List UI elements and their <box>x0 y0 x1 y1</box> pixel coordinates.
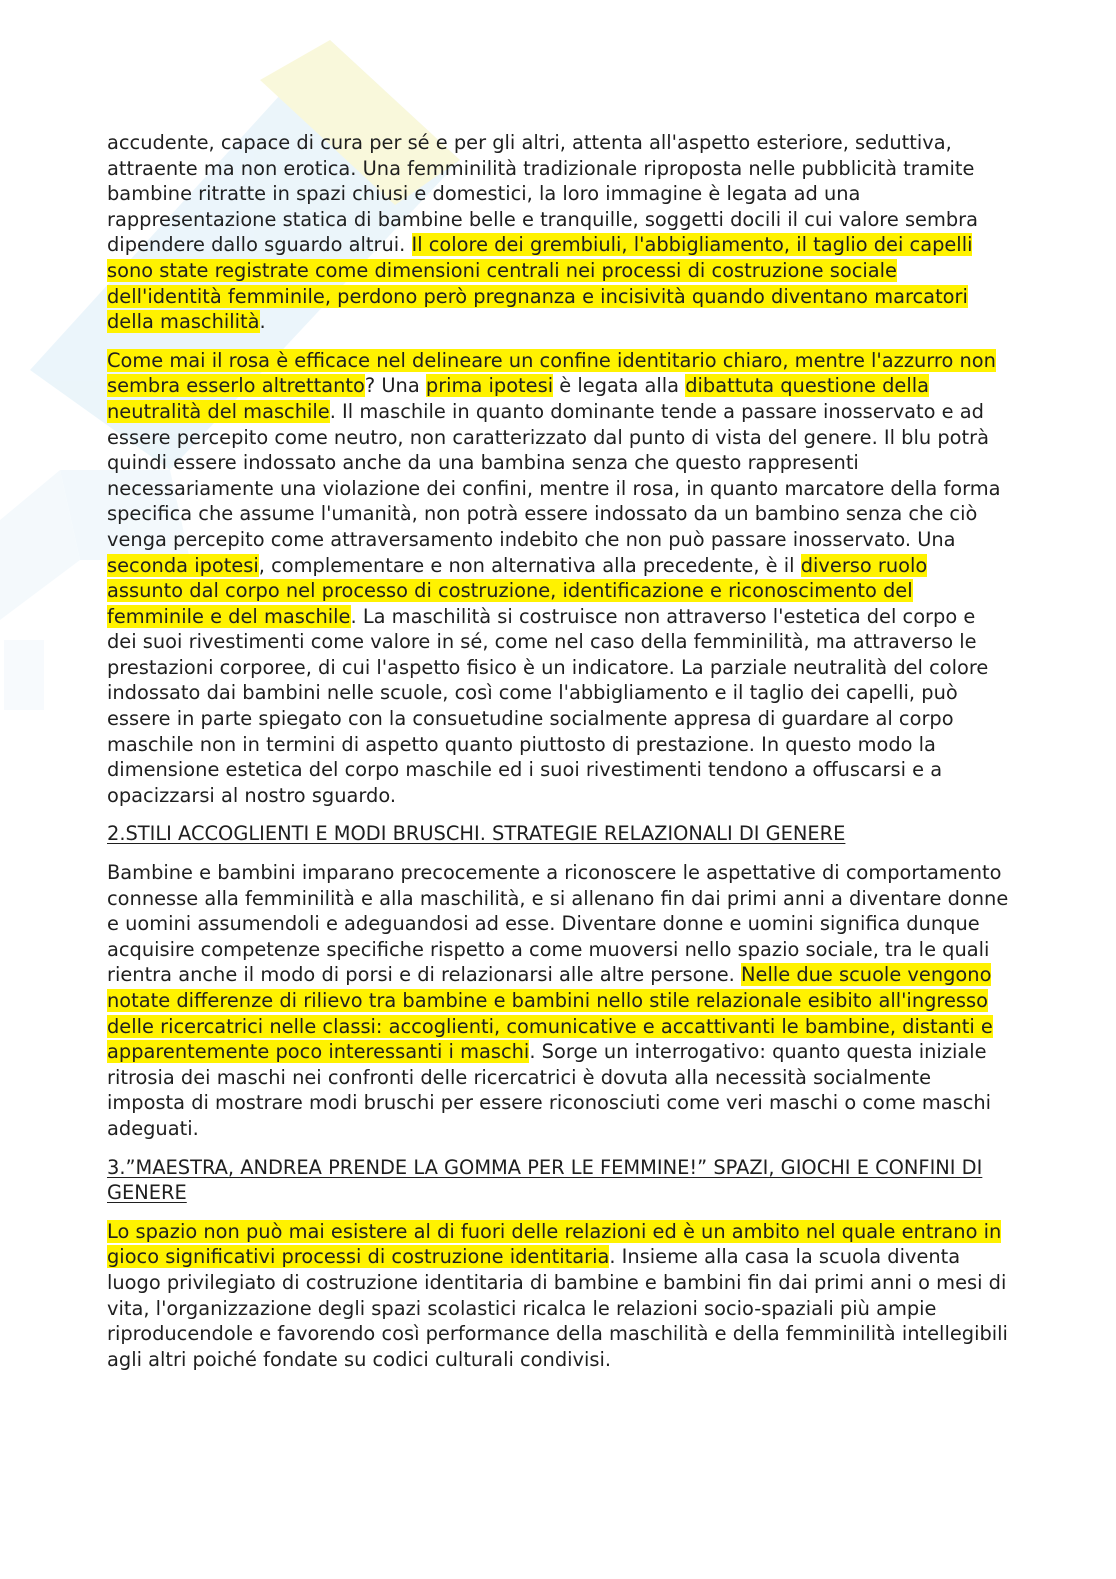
text-run: . Sorge un interrogativo: quanto questa iniziale ritrosia dei maschi nei confronti delle ricercatrici è dovuta alla necessità socialmente imposta di mostrare modi bruschi per essere riconosciuti come veri maschi o come maschi adeguati. <box>107 1040 992 1140</box>
section-heading-2 <box>107 821 1009 847</box>
document-body <box>107 130 1009 1385</box>
text-run: ? Una <box>364 374 426 398</box>
highlighted-text: diverso ruolo assunto dal corpo nel processo di costruzione, identificazione e riconoscimento del femminile e del maschile <box>107 553 928 628</box>
paragraph-1 <box>107 130 1009 335</box>
heading-text: 3.”MAESTRA, ANDREA PRENDE LA GOMMA PER LE FEMMINE!” SPAZI, GIOCHI E CONFINI DI GENERE <box>107 1155 983 1205</box>
paragraph-2 <box>107 348 1009 809</box>
text-run: . Il maschile in quanto dominante tende a passare inosservato e ad essere percepito come neutro, non caratterizzato dal punto di vista del genere. Il blu potrà quindi essere indossato anche da una bambina senza che questo rappresenti necessariamente una violazione dei confini, mentre il rosa, in quanto marcatore della forma specifica che assume l'umanità, non potrà essere indossato da un bambino senza che ciò venga percepito come attraversamento indebito che non può passare inosservato. Una <box>107 399 1001 551</box>
paragraph-4 <box>107 1219 1009 1373</box>
highlighted-text: Come mai il rosa è efficace nel delineare un confine identitario chiaro, mentre l'azzurro non sembra esserlo altrettanto <box>107 348 996 398</box>
text-run: , complementare e non alternativa alla precedente, è il <box>258 553 801 577</box>
paragraph-3 <box>107 860 1009 1142</box>
heading-text: 2.STILI ACCOGLIENTI E MODI BRUSCHI. STRATEGIE RELAZIONALI DI GENERE <box>107 822 846 846</box>
highlighted-text: Nelle due scuole vengono notate differenze di rilievo tra bambine e bambini nello stile relazionale esibito all'ingresso delle ricercatrici nelle classi: accoglienti, comunicative e accattivanti le bambine, distanti e apparentemente poco interessanti i maschi <box>107 963 993 1064</box>
text-run: è legata alla <box>553 374 686 398</box>
text-run: . Insieme alla casa la scuola diventa luogo privilegiato di costruzione identitaria di bambine e bambini fin dai primi anni o mesi di vita, l'organizzazione degli spazi scolastici ricalca le relazioni socio-spaziali più ampie riproducendole e favorendo così performance della maschilità e della femminilità intellegibili agli altri poiché fondate su codici culturali condivisi. <box>107 1245 1008 1371</box>
text-run: Bambine e bambini imparano precocemente a riconoscere le aspettative di comportamento connesse alla femminilità e alla maschilità, e si allenano fin dai primi anni a diventare donne e uomini assumendoli e adeguandosi ad esse. Diventare donne e uomini significa dunque acquisire competenze specifiche rispetto a come muoversi nello spazio sociale, tra le quali rientra anche il modo di porsi e di relazionarsi alle altre persone. <box>107 861 1009 987</box>
highlighted-text: Il colore dei grembiuli, l'abbigliamento, il taglio dei capelli sono state registrate come dimensioni centrali nei processi di costruzione sociale dell'identità femminile, perdono però pregnanza e incisività quando diventano marcatori della maschilità <box>107 233 973 334</box>
section-heading-3 <box>107 1155 1009 1206</box>
text-run: accudente, capace di cura per sé e per gli altri, attenta all'aspetto esteriore, seduttiva, attraente ma non erotica. Una femminilità tradizionale riproposta nelle pubblicità tramite bambine ritratte in spazi chiusi e domestici, la loro immagine è legata ad una rappresentazione statica di bambine belle e tranquille, soggetti docili il cui valore sembra dipendere dallo sguardo altrui. <box>107 131 979 257</box>
highlighted-text: Lo spazio non può mai esistere al di fuori delle relazioni ed è un ambito nel quale entrano in gioco significativi processi di costruzione identitaria <box>107 1219 1002 1269</box>
highlighted-text: prima ipotesi <box>425 374 554 398</box>
text-run: . La maschilità si costruisce non attraverso l'estetica del corpo e dei suoi rivestimenti come valore in sé, come nel caso della femminilità, ma attraverso le prestazioni corporee, di cui l'aspetto fisico è un indicatore. La parziale neutralità del colore indossato dai bambini nelle scuole, così come l'abbigliamento e il taglio dei capelli, può essere in parte spiegato con la consuetudine socialmente appresa di guardare al corpo maschile non in termini di aspetto quanto piuttosto di prestazione. In questo modo la dimensione estetica del corpo maschile ed i suoi rivestimenti tendono a offuscarsi e a opacizzarsi al nostro sguardo. <box>107 604 989 807</box>
text-run: . <box>259 310 266 334</box>
highlighted-text: dibattuta questione della neutralità del maschile <box>107 374 929 423</box>
highlighted-text: seconda ipotesi <box>107 553 259 577</box>
